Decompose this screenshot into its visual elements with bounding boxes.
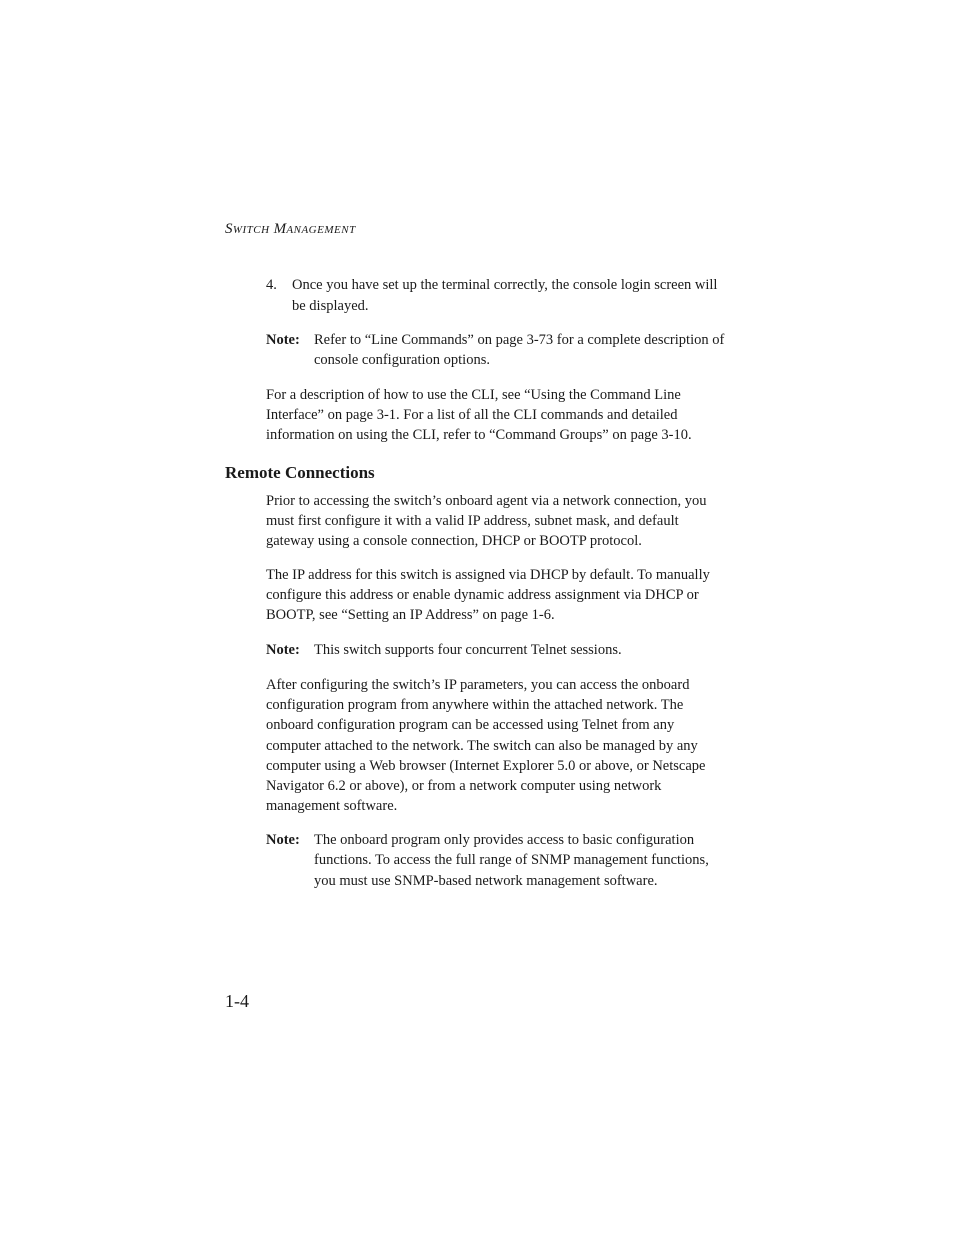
note-line-commands xyxy=(266,330,726,371)
note-label: Note: xyxy=(266,332,300,348)
running-header-initial-1: S xyxy=(225,221,233,237)
running-header-initial-2: M xyxy=(273,221,287,237)
paragraph-ip-address: The IP address for this switch is assigned via DHCP by default. To manually configure this address or enable dynamic address assignment via DHCP or BOOTP, see “Setting an IP Address” on page 1-6. xyxy=(266,567,710,624)
note-text: Refer to “Line Commands” on page 3-73 for a complete description of console configuration options. xyxy=(314,332,725,369)
note-snmp xyxy=(266,830,726,891)
running-header-rest-2: ANAGEMENT xyxy=(286,224,356,236)
paragraph-after-configuring: After configuring the switch’s IP parameters, you can access the onboard configuration program from anywhere within the attached network. The onboard configuration program can be accessed using Telnet from any computer attached to the network. The switch can also be managed by any computer using a Web browser (Internet Explorer 5.0 or above, or Netscape Navigator 6.2 or above), or from a network computer using network management software. xyxy=(266,677,706,815)
step-text: Once you have set up the terminal correctly, the console login screen will be displayed. xyxy=(292,277,718,314)
note-text: This switch supports four concurrent Telnet sessions. xyxy=(314,642,622,658)
step-number: 4. xyxy=(266,277,277,293)
section-heading-remote-connections: Remote Connections xyxy=(225,463,375,482)
note-telnet-sessions xyxy=(266,640,726,660)
paragraph-cli: For a description of how to use the CLI, see “Using the Command Line Interface” on page 3-1. For a list of all the CLI commands and detailed information on using the CLI, refer to “Command Groups” on page 3-10. xyxy=(266,387,692,444)
paragraph-prior-access: Prior to accessing the switch’s onboard agent via a network connection, you must first configure it with a valid IP address, subnet mask, and default gateway using a console connection, DHCP or BOOTP protocol. xyxy=(266,493,707,550)
running-header-rest-1: WITCH xyxy=(232,224,270,236)
step-4 xyxy=(266,275,726,316)
note-label: Note: xyxy=(266,642,300,658)
note-text: The onboard program only provides access to basic configuration functions. To access the full range of SNMP management functions, you must use SNMP-based network management software. xyxy=(314,832,709,889)
running-header xyxy=(225,221,356,238)
page-number: 1-4 xyxy=(225,991,249,1011)
note-label: Note: xyxy=(266,832,300,848)
